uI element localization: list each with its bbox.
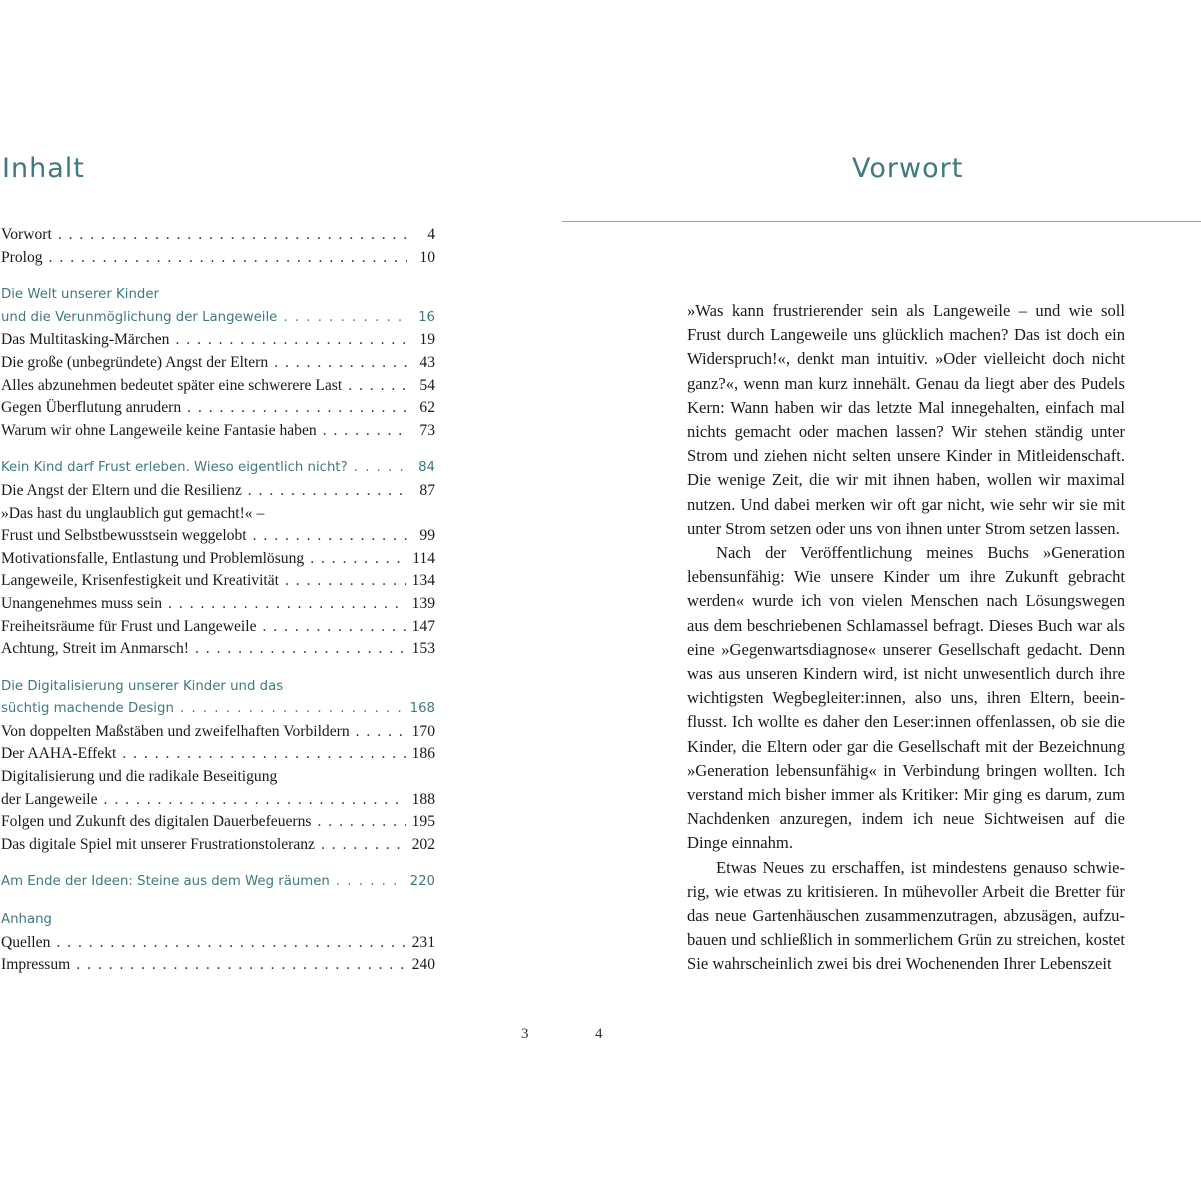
- toc-entry-row: [1, 375, 435, 398]
- toc-leader-dots: [285, 570, 406, 593]
- toc-entry-row: [1, 224, 435, 247]
- toc-leader-dots: [321, 834, 406, 857]
- toc-page-number: 195: [411, 813, 435, 831]
- toc-title: Von doppelten Maßstäben und zweifelhaften Vorbildern: [1, 722, 350, 740]
- heading-divider: [562, 221, 1201, 222]
- toc-leader-dots: [248, 480, 407, 503]
- toc-leader-dots: [283, 307, 407, 330]
- toc-page-number: 220: [409, 874, 435, 890]
- toc-title: Alles abzunehmen bedeutet später eine schwerere Last: [1, 376, 343, 394]
- toc-page-number: 54: [419, 376, 435, 394]
- toc-title: Motivationsfalle, Entlastung und Problemlösung: [1, 549, 305, 567]
- toc-title: Die Angst der Eltern und die Resilienz: [1, 481, 242, 499]
- left-page: [0, 0, 600, 1201]
- toc-entry-row: [1, 329, 435, 352]
- toc-title: Gegen Überflutung anrudern: [1, 399, 182, 417]
- toc-leader-dots: [195, 638, 406, 661]
- toc-page-number: 240: [411, 956, 435, 974]
- foreword-heading: Vorwort: [852, 153, 964, 184]
- toc-section-gap: [1, 442, 435, 457]
- toc-title: Am Ende der Ideen: Steine aus dem Weg räumen: [1, 874, 330, 890]
- toc-entry-row: [1, 420, 435, 443]
- toc-leader-dots: [253, 525, 407, 548]
- toc-entry-row: [1, 954, 435, 977]
- right-page: [595, 0, 1201, 1201]
- toc-page-number: 186: [411, 745, 435, 763]
- toc-leader-dots: [348, 375, 407, 398]
- toc-leader-dots: [187, 397, 407, 420]
- toc-leader-dots: [175, 329, 407, 352]
- toc-leader-dots: [49, 247, 407, 270]
- toc-section-row: [1, 909, 435, 932]
- toc-page-number: 16: [418, 309, 435, 325]
- toc-leader-dots: [263, 616, 406, 639]
- toc-title: Achtung, Streit im Anmarsch!: [1, 640, 189, 658]
- toc-section-row: [1, 676, 435, 699]
- toc-title: Unangenehmes muss sein: [1, 594, 163, 612]
- toc-leader-dots: [323, 420, 407, 443]
- toc-page-number: 134: [411, 572, 435, 590]
- toc-leader-dots: [58, 224, 407, 247]
- toc-leader-dots: [274, 352, 407, 375]
- toc-page-number: 139: [411, 594, 435, 612]
- toc-section-row: [1, 698, 435, 721]
- toc-section-gap: [1, 269, 435, 284]
- toc-page-number: 147: [411, 617, 435, 635]
- toc-page-number: 73: [419, 421, 435, 439]
- toc-title: Vorwort: [1, 226, 52, 243]
- toc-section-row: [1, 284, 435, 307]
- toc-leader-dots: [336, 871, 404, 894]
- toc-leader-dots: [76, 954, 405, 977]
- toc-title: Das digitale Spiel mit unserer Frustrationstoleranz: [1, 835, 315, 853]
- toc-entry-row: [1, 932, 435, 955]
- toc-title: Die Digitalisierung unserer Kinder und das: [1, 678, 284, 694]
- toc-entry-row: [1, 247, 435, 270]
- toc-page-number: 43: [419, 353, 435, 371]
- toc-entry-row: [1, 766, 435, 789]
- toc-section-row: [1, 871, 435, 894]
- toc-page-number: 188: [411, 790, 435, 808]
- toc-title: Die große (unbegründete) Angst der Eltern: [1, 353, 269, 371]
- toc-page-number: 10: [419, 248, 435, 266]
- toc-title: Prolog: [1, 248, 43, 266]
- toc-page-number: 170: [411, 722, 435, 740]
- toc-title: Kein Kind darf Frust erleben. Wieso eigentlich nicht?: [1, 460, 348, 476]
- toc-page-number: 4: [427, 226, 435, 243]
- toc-entry-row: [1, 743, 435, 766]
- toc-page-number: 87: [419, 481, 435, 499]
- toc-page-number: 114: [412, 549, 435, 567]
- toc-leader-dots: [122, 743, 405, 766]
- toc-section-gap: [1, 894, 435, 909]
- toc-title: und die Verunmöglichung der Langeweile: [1, 309, 278, 325]
- toc-title: Quellen: [1, 933, 51, 951]
- toc-title: Folgen und Zukunft des digitalen Dauerbefeuerns: [1, 813, 312, 831]
- page-number-right: 4: [595, 1026, 603, 1042]
- toc-entry-row: [1, 789, 435, 812]
- toc-page-number: 153: [411, 640, 435, 658]
- toc-leader-dots: [356, 721, 406, 744]
- toc-page-number: 62: [419, 399, 435, 417]
- toc-entry-row: [1, 593, 435, 616]
- toc-leader-dots: [104, 789, 406, 812]
- toc-entry-row: [1, 397, 435, 420]
- toc-section-gap: [1, 856, 435, 871]
- foreword-paragraph-1: »Was kann frustrierender sein als Langeweile – und wie soll Frust durch Langeweile uns glücklich machen? Das ist doch ein Widerspruch!«, denkt man intuitiv. »Oder vielleicht doch nicht ganz?«, wenn man kurz innehält. Genau da liegt aber des Pudels Kern: Wann haben wir das letzte Mal innegehalten, einfach mal nichts gemacht oder machen lassen? Wir stehen ständig unter Strom und ziehen nicht selten unsere Kinder in Mitleidenschaft. Die wenige Zeit, die wir mit ihnen haben, wollen wir maximal nutzen. Und dabei merken wir oft gar nicht, wie sehr wir sie mit unter Strom setzen oder uns von ihnen unter Strom setzen lassen.: [687, 301, 1125, 538]
- toc-title: Das Multitasking-Märchen: [1, 331, 170, 349]
- toc-page-number: 168: [409, 701, 435, 717]
- toc-page-number: 19: [419, 331, 435, 349]
- toc-entry-row: [1, 503, 435, 526]
- page-number-left: 3: [521, 1026, 529, 1042]
- toc-title: der Langeweile: [1, 790, 98, 808]
- toc-leader-dots: [318, 811, 406, 834]
- foreword-paragraph-2: Nach der Veröffentlichung meines Buchs »Generation lebensunfähig: Wie unsere Kinder um ihre Zukunft gebracht werden« wurde ich von vielen Menschen nach Lösungswegen aus dem beschriebenen Schlamassel befragt. Dieses Buch war als eine »Gegenwartsdiagnose« unserer Gesellschaft gedacht. Denn was aus unseren Kindern wird, ist nicht unwesentlich durch ihre wichtigsten Wegbegleiter:innen, also uns, ihren Eltern, beeinflusst. Ich wollte es daher den Leser:innen offenlassen, ob sie die Kinder, die Eltern oder gar die Gesellschaft mit der Bezeichnung »Generation lebensunfähig« in Verbindung bringen wollten. Ich verstand mich bisher immer als Kritiker: Mir ging es darum, zum Nachdenken anzuregen, indem ich neue Sichtweisen auf die Dinge einnahm.: [687, 543, 1125, 853]
- toc-title: Langeweile, Krisenfestigkeit und Kreativität: [1, 572, 279, 590]
- toc-section-row: [1, 457, 435, 480]
- toc-entry-row: [1, 480, 435, 503]
- toc-page-number: 99: [419, 527, 435, 545]
- toc-entry-row: [1, 352, 435, 375]
- toc-leader-dots: [354, 457, 407, 480]
- toc-title: »Das hast du unglaublich gut gemacht!« –: [1, 504, 265, 522]
- toc-section-row: [1, 307, 435, 330]
- toc-entry-row: [1, 811, 435, 834]
- toc-page-number: 231: [411, 933, 435, 951]
- toc-section-gap: [1, 661, 435, 676]
- toc-title: Digitalisierung und die radikale Beseitigung: [1, 768, 278, 786]
- toc-page-number: 84: [418, 460, 435, 476]
- toc-leader-dots: [168, 593, 406, 616]
- toc-leader-dots: [180, 698, 404, 721]
- foreword-paragraph-3: Etwas Neues zu erschaffen, ist mindestens genauso schwierig, wie etwas zu kritisieren. In mühevoller Arbeit die Bretter für das neue Gartenhäuschen zusammenzutragen, abzusägen, aufzubauen und schließlich in sommerlichem Grün zu streichen, kostet Sie wahrscheinlich zwei bis drei Wochenenden Ihrer Lebenszeit: [687, 857, 1125, 974]
- toc-entry-row: [1, 638, 435, 661]
- toc-title: Die Welt unserer Kinder: [1, 287, 159, 303]
- toc-entry-row: [1, 525, 435, 548]
- foreword-body: [687, 299, 1125, 977]
- toc-title: Freiheitsräume für Frust und Langeweile: [1, 617, 257, 635]
- toc-heading: Inhalt: [2, 153, 85, 184]
- toc-entry-row: [1, 616, 435, 639]
- toc-title: Anhang: [1, 912, 52, 928]
- toc-leader-dots: [310, 548, 406, 571]
- toc-entry-row: [1, 570, 435, 593]
- toc-title: Impressum: [1, 956, 71, 974]
- toc-entry-row: [1, 548, 435, 571]
- toc-leader-dots: [56, 932, 405, 955]
- toc-title: Warum wir ohne Langeweile keine Fantasie haben: [1, 421, 317, 439]
- toc-title: Frust und Selbstbewusstsein weggelobt: [1, 527, 247, 545]
- toc-entry-row: [1, 721, 435, 744]
- toc-entry-row: [1, 834, 435, 857]
- toc-title: Der AAHA-Effekt: [1, 745, 117, 763]
- table-of-contents: [1, 224, 435, 977]
- toc-page-number: 202: [411, 835, 435, 853]
- toc-title: süchtig machende Design: [1, 701, 174, 717]
